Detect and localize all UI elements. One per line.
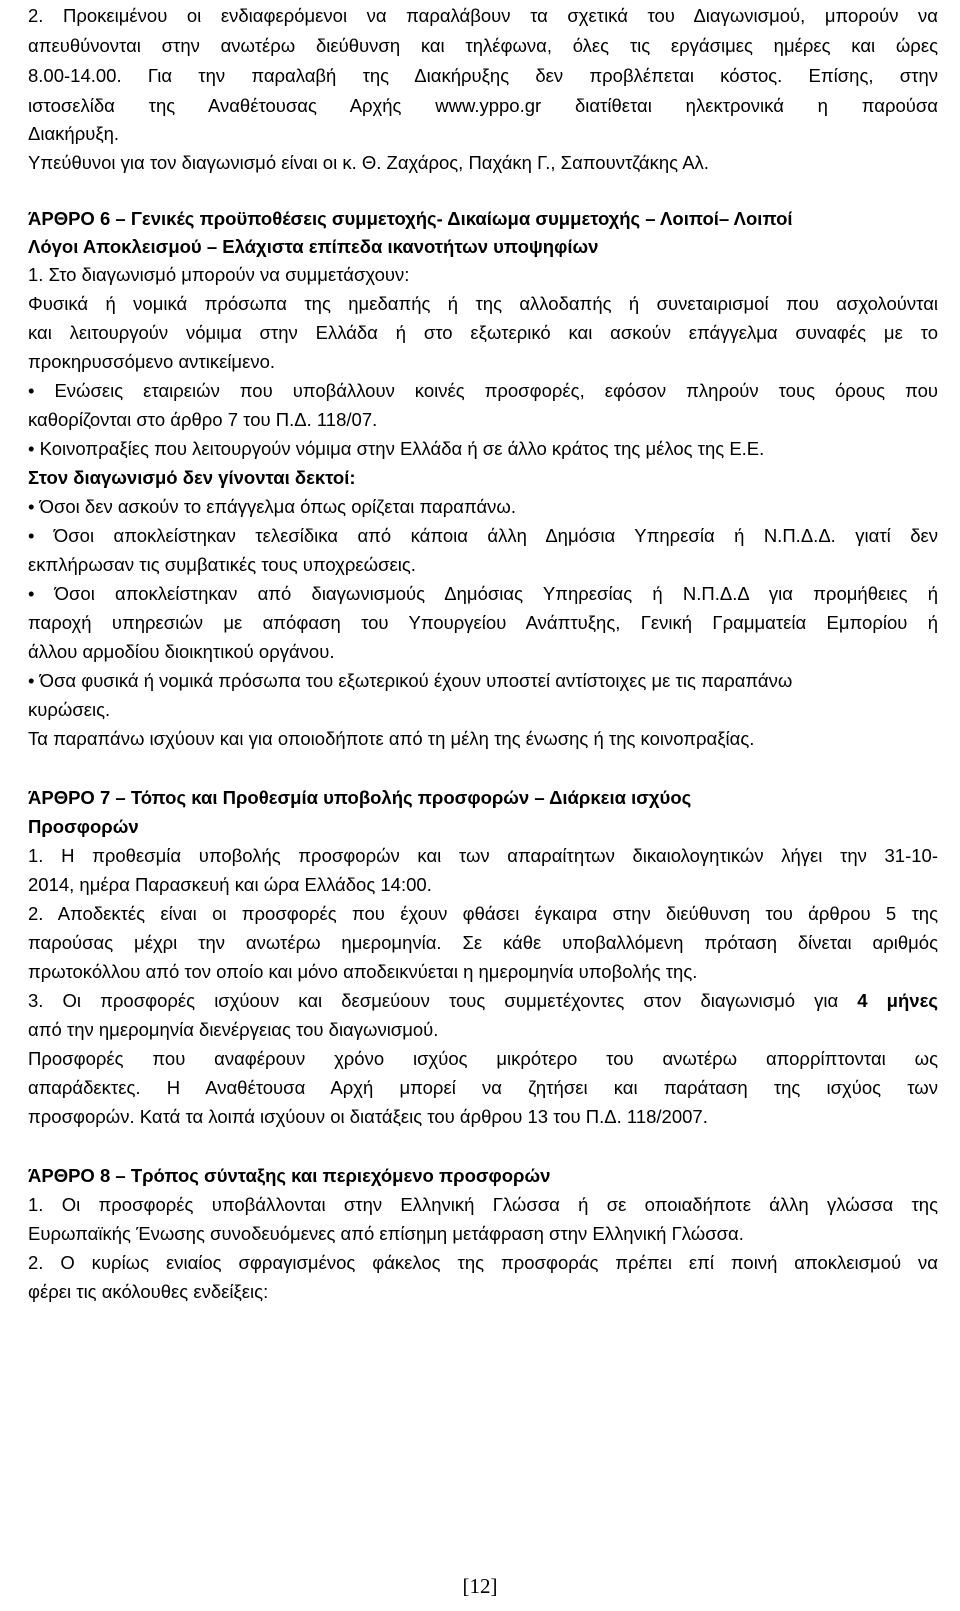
article-6-heading-cont: Λόγοι Αποκλεισμού – Ελάχιστα επίπεδα ικανοτήτων υποψηφίων: [28, 236, 599, 257]
subheading: Στον διαγωνισμό δεν γίνονται δεκτοί:: [28, 467, 356, 488]
text-line: απαράδεκτες. Η Αναθέτουσα Αρχή μπορεί να ζητήσει και παράταση της ισχύος των: [28, 1077, 938, 1098]
text-line: Φυσικά ή νομικά πρόσωπα της ημεδαπής ή της αλλοδαπής ή συνεταιρισμοί που ασχολούνται: [28, 293, 938, 314]
text-line: παρούσας μέχρι την ανωτέρω ημερομηνία. Σε κάθε υποβαλλόμενη πρόταση δίνεται αριθμός: [28, 932, 938, 953]
text-line: 2. Προκειμένου οι ενδιαφερόμενοι να παραλάβουν τα σχετικά του Διαγωνισμού, μπορούν να: [28, 5, 938, 26]
text-line: άλλου αρμοδίου διοικητικού οργάνου.: [28, 641, 335, 662]
text-line: 2. Ο κυρίως ενιαίος σφραγισμένος φάκελος της προσφοράς πρέπει επί ποινή αποκλεισμού να: [28, 1252, 938, 1273]
text-line: παροχή υπηρεσιών με απόφαση του Υπουργείου Ανάπτυξης, Γενική Γραμματεία Εμπορίου ή: [28, 612, 938, 633]
bullet-item: • Όσοι αποκλείστηκαν τελεσίδικα από κάποια άλλη Δημόσια Υπηρεσία ή Ν.Π.Δ.Δ. γιατί δεν: [28, 525, 938, 546]
bullet-item: • Όσοι αποκλείστηκαν από διαγωνισμούς Δημόσιας Υπηρεσίας ή Ν.Π.Δ.Δ για προμήθειες ή: [28, 583, 938, 604]
text-line: 2014, ημέρα Παρασκευή και ώρα Ελλάδος 14:00.: [28, 874, 432, 895]
text-line: 1. Οι προσφορές υποβάλλονται στην Ελληνική Γλώσσα ή σε οποιαδήποτε άλλη γλώσσα της: [28, 1194, 938, 1215]
text-line: εκπλήρωσαν τις συμβατικές τους υποχρεώσεις.: [28, 554, 416, 575]
text-line: προκηρυσσόμενο αντικείμενο.: [28, 351, 276, 372]
emphasis-duration: 4 μήνες: [857, 990, 938, 1011]
text-line: Προσφορές που αναφέρουν χρόνο ισχύος μικρότερο του ανωτέρω απορρίπτονται ως: [28, 1048, 938, 1069]
article-7-heading-cont: Προσφορών: [28, 816, 139, 837]
bullet-item: • Ενώσεις εταιρειών που υποβάλλουν κοινές προσφορές, εφόσον πληρούν τους όρους που: [28, 380, 938, 401]
page-number: [12]: [462, 1574, 498, 1598]
text-line: 8.00-14.00. Για την παραλαβή της Διακήρυξης δεν προβλέπεται κόστος. Επίσης, στην: [28, 65, 938, 86]
text-line: καθορίζονται στο άρθρο 7 του Π.Δ. 118/07.: [28, 409, 378, 430]
bullet-item: • Κοινοπραξίες που λειτουργούν νόμιμα στην Ελλάδα ή σε άλλο κράτος της μέλος της Ε.Ε.: [28, 438, 765, 459]
article-7-heading: ΆΡΘΡΟ 7 – Τόπος και Προθεσμία υποβολής προσφορών – Διάρκεια ισχύος: [28, 787, 692, 808]
text-line: ιστοσελίδα της Αναθέτουσας Αρχής www.yppo.gr διατίθεται ηλεκτρονικά η παρούσα: [28, 95, 938, 116]
text-line: προσφορών. Κατά τα λοιπά ισχύουν οι διατάξεις του άρθρου 13 του Π.Δ. 118/2007.: [28, 1106, 708, 1127]
text-line: 2. Αποδεκτές είναι οι προσφορές που έχουν φθάσει έγκαιρα στην διεύθυνση του άρθρου 5 της: [28, 903, 938, 924]
text-line: και λειτουργούν νόμιμα στην Ελλάδα ή στο εξωτερικό και ασκούν επάγγελμα συναφές με το: [28, 322, 938, 343]
text-line: Υπεύθυνοι για τον διαγωνισμό είναι οι κ. Θ. Ζαχάρος, Παχάκη Γ., Σαπουντζάκης Αλ.: [28, 152, 709, 173]
text-line: φέρει τις ακόλουθες ενδείξεις:: [28, 1281, 269, 1302]
text-line: από την ημερομηνία διενέργειας του διαγωνισμού.: [28, 1019, 439, 1040]
text-line: 1. Στο διαγωνισμό μπορούν να συμμετάσχουν:: [28, 264, 410, 285]
article-6-heading: ΆΡΘΡΟ 6 – Γενικές προϋποθέσεις συμμετοχής- Δικαίωμα συμμετοχής – Λοιποί– Λοιποί: [28, 208, 793, 229]
text-line: 1. Η προθεσμία υποβολής προσφορών και των απαραίτητων δικαιολογητικών λήγει την 31-10-: [28, 845, 938, 866]
text-line: Τα παραπάνω ισχύουν και για οποιοδήποτε από τη μέλη της ένωσης ή της κοινοπραξίας.: [28, 728, 755, 749]
text-line: κυρώσεις.: [28, 699, 111, 720]
bullet-item: • Όσοι δεν ασκούν το επάγγελμα όπως ορίζεται παραπάνω.: [28, 496, 516, 517]
article-8-heading: ΆΡΘΡΟ 8 – Τρόπος σύνταξης και περιεχόμενο προσφορών: [28, 1165, 551, 1186]
text-line: 3. Οι προσφορές ισχύουν και δεσμεύουν τους συμμετέχοντες στον διαγωνισμό για 4 μήνες: [28, 990, 938, 1011]
text-line: απευθύνονται στην ανωτέρω διεύθυνση και τηλέφωνα, όλες τις εργάσιμες ημέρες και ώρες: [28, 35, 938, 56]
text-line: Διακήρυξη.: [28, 123, 120, 144]
bullet-item: • Όσα φυσικά ή νομικά πρόσωπα του εξωτερικού έχουν υποστεί αντίστοιχες με τις παραπάνω: [28, 670, 793, 691]
text-line: πρωτοκόλλου από τον οποίο και μόνο αποδεικνύεται η ημερομηνία υποβολής της.: [28, 961, 698, 982]
text-line: Ευρωπαϊκής Ένωσης συνοδευόμενες από επίσημη μετάφραση στην Ελληνική Γλώσσα.: [28, 1223, 744, 1244]
